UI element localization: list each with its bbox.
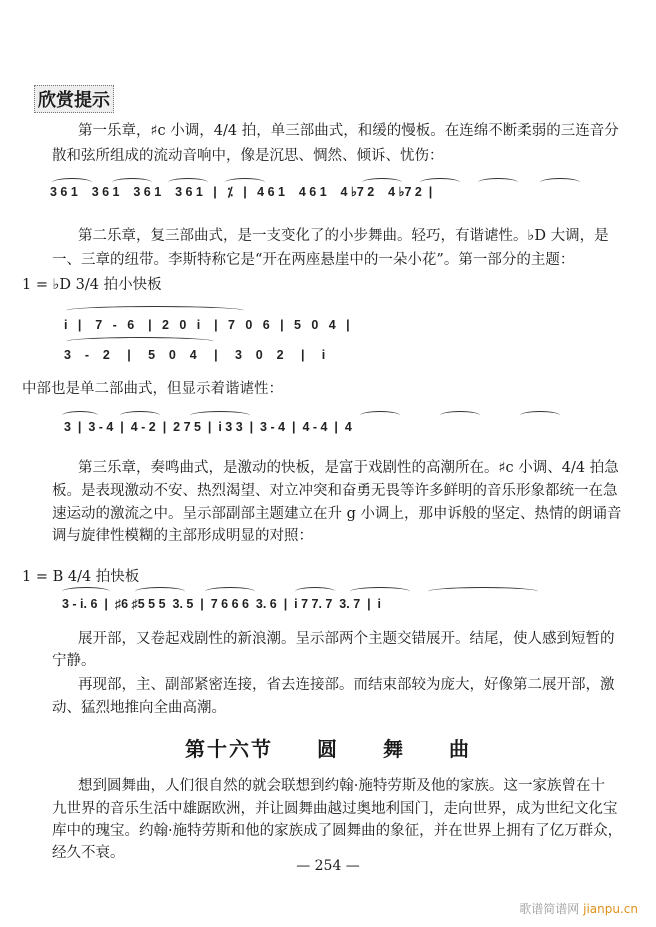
paragraph-line: 第二乐章，复三部曲式，是一支变化了的小步舞曲。轻巧，有谐谑性。♭D 大调，是 bbox=[78, 228, 609, 244]
slur-mark bbox=[66, 306, 244, 315]
slur-mark bbox=[420, 178, 460, 187]
paragraph-line: 库中的瑰宝。约翰·施特劳斯和他的家族成了圆舞曲的象征，并在世界上拥有了亿万群众， bbox=[52, 823, 623, 839]
slur-mark bbox=[62, 411, 98, 420]
slur-mark bbox=[52, 178, 92, 187]
paragraph-line: 调与旋律性模糊的主部形成明显的对照： bbox=[52, 528, 313, 544]
section-heading: 欣赏提示 bbox=[34, 85, 114, 113]
slur-mark bbox=[120, 411, 160, 420]
slur-mark bbox=[362, 178, 402, 187]
paragraph-line: 再现部，主、副部紧密连接，省去连接部。而结束部较为庞大，好像第二展开部，激 bbox=[78, 677, 615, 693]
slur-mark bbox=[112, 178, 152, 187]
music-notation-line: 3 | 3 - 4 | 4 - 2 | 2 7 5 | i 3 3 | 3 - 4 | 4 - 4 | 4 bbox=[64, 420, 352, 434]
paragraph-line: 第一乐章，♯c 小调，4/4 拍，单三部曲式，和缓的慢板。在连绵不断柔弱的三连音分 bbox=[78, 123, 619, 139]
paragraph-line: 经久不衰。 bbox=[52, 845, 125, 861]
tempo-marking: 1 = B 4/4 拍快板 bbox=[22, 569, 140, 585]
slur-mark bbox=[66, 337, 214, 346]
slur-mark bbox=[62, 587, 110, 596]
slur-mark bbox=[135, 587, 185, 596]
paragraph-line: 想到圆舞曲，人们很自然的就会联想到约翰·施特劳斯及他的家族。这一家族曾在十 bbox=[78, 778, 605, 794]
watermark-cn: 歌谱简谱网 bbox=[519, 902, 580, 916]
slur-mark bbox=[350, 587, 410, 596]
music-notation-line: 3 - i. 6 | ♯6 ♯5 5 5 3. 5 | 7 6 6 6 3. 6 | i 7 7. 7 3. 7 | i bbox=[62, 597, 382, 611]
paragraph-line: 散和弦所组成的流动音响中，像是沉思、惆然、倾诉、忧伤： bbox=[52, 148, 444, 164]
paragraph-line: 一、三章的纽带。李斯特称它是“开在两座悬崖中的一朵小花”。第一部分的主题： bbox=[52, 252, 575, 268]
section-title: 第十六节 圆 舞 曲 bbox=[185, 737, 471, 761]
paragraph-line: 动、猛烈地推向全曲高潮。 bbox=[52, 700, 226, 716]
paragraph-line: 速运动的激流之中。呈示部副部主题建立在升 g 小调上，那申诉般的坚定、热情的朗诵音 bbox=[52, 506, 622, 522]
slur-mark bbox=[225, 178, 265, 187]
paragraph-line: 中部也是单二部曲式，但显示着谐谑性： bbox=[22, 381, 283, 397]
watermark-en: jianpu.cn bbox=[583, 902, 638, 916]
slur-mark bbox=[540, 178, 580, 187]
slur-mark bbox=[520, 411, 560, 420]
paragraph-line: 板。是表现激动不安、热烈渴望、对立冲突和奋勇无畏等许多鲜明的音乐形象都统一在急 bbox=[52, 483, 618, 499]
slur-mark bbox=[295, 587, 335, 596]
paragraph-line: 展开部，又卷起戏剧性的新浪潮。呈示部两个主题交错展开。结尾，使人感到短暂的 bbox=[78, 631, 615, 647]
paragraph-line: 第三乐章，奏鸣曲式，是激动的快板，是富于戏剧性的高潮所在。♯c 小调、4/4 拍急 bbox=[78, 460, 619, 476]
music-notation-line: i | 7 - 6 | 2 0 i | 7 0 6 | 5 0 4 | bbox=[64, 318, 350, 332]
slur-mark bbox=[428, 587, 538, 596]
slur-mark bbox=[360, 411, 400, 420]
slur-mark bbox=[440, 411, 480, 420]
page-number: — 254 — bbox=[296, 858, 360, 874]
slur-mark bbox=[190, 411, 250, 420]
slur-mark bbox=[205, 587, 255, 596]
music-notation-triplets: 3 6 1 3 6 1 3 6 1 3 6 1 | ⁒ | 4 6 1 4 6 1 4 ♭7 2 4 ♭7 2 | bbox=[50, 185, 433, 199]
paragraph-line: 九世界的音乐生活中雄踞欧洲，并让圆舞曲越过奥地利国门，走向世界，成为世纪文化宝 bbox=[52, 801, 618, 817]
slur-mark bbox=[168, 178, 208, 187]
tempo-marking: 1 = ♭D 3/4 拍小快板 bbox=[22, 277, 162, 293]
paragraph-line: 宁静。 bbox=[52, 653, 96, 669]
music-notation-line: 3 - 2 | 5 0 4 | 3 0 2 | i bbox=[64, 348, 326, 362]
watermark bbox=[519, 900, 638, 917]
slur-mark bbox=[478, 178, 518, 187]
